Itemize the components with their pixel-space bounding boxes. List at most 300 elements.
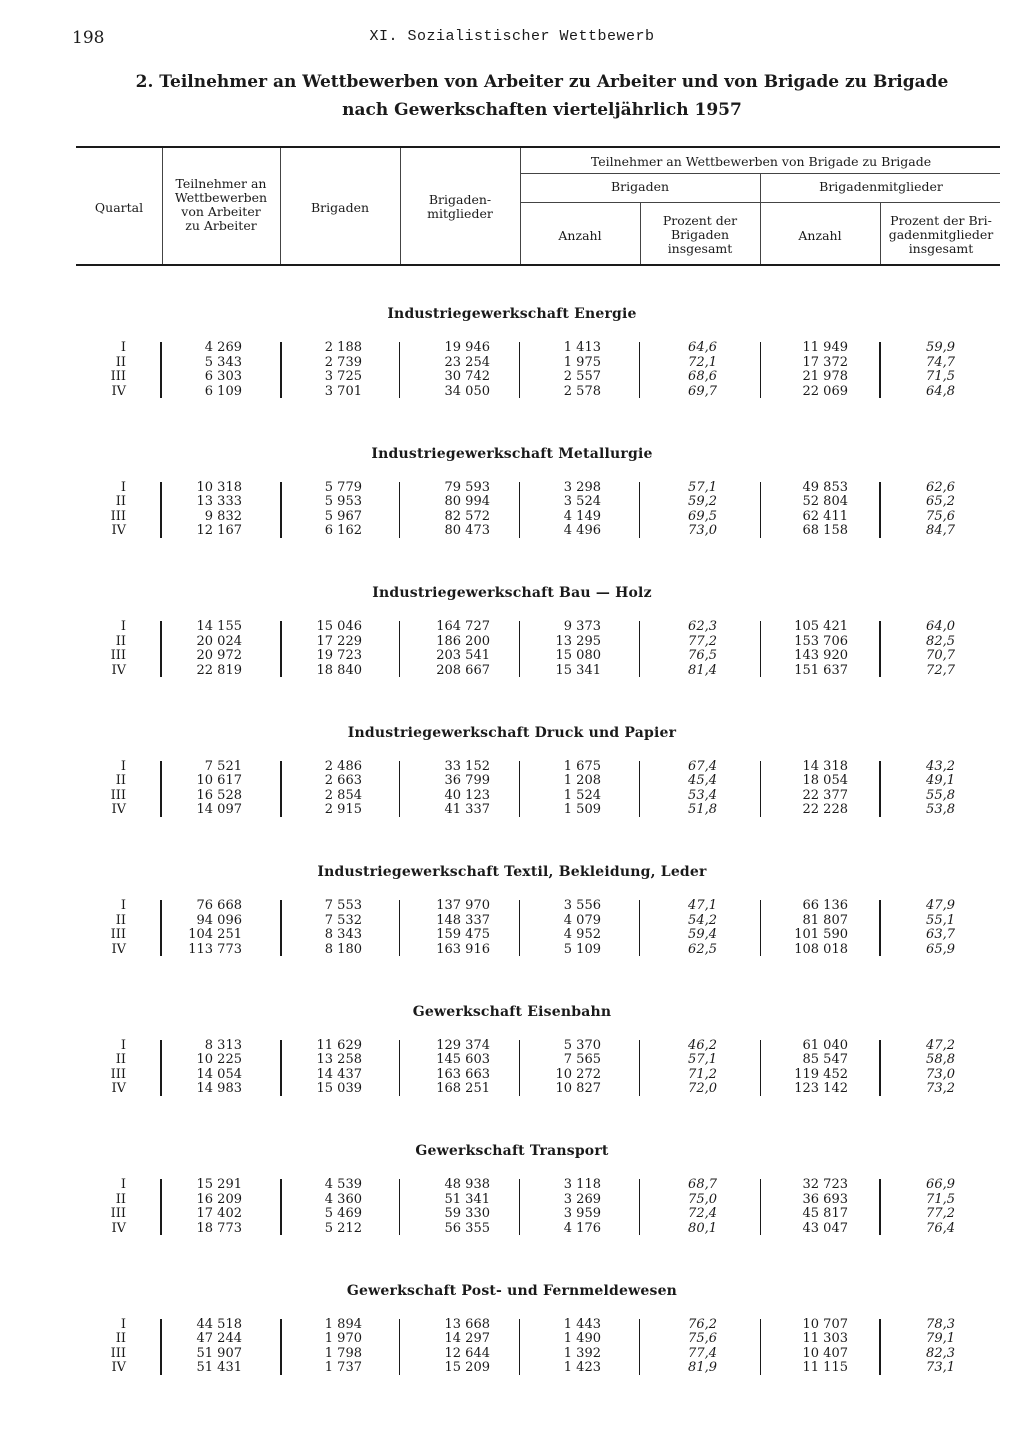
brigaden-cell: 7 553 (324, 898, 362, 913)
anzahl-mitglieder-cell: 14 318 (802, 758, 848, 774)
anzahl-mitglieder-cell: 61 040 (802, 1037, 848, 1053)
brigaden-cell: 17 229 (316, 633, 362, 649)
prozent-mitglieder-cell: 84,7 (926, 523, 955, 538)
table-row (0, 370, 1024, 385)
header-bottom-rule (76, 264, 1000, 266)
quartal-cell: II (115, 912, 126, 928)
header-sub-mitglieder: Brigadenmitglieder (819, 179, 943, 194)
table-row (0, 789, 1024, 804)
anzahl-brigaden-cell: 4 176 (563, 1220, 601, 1236)
prozent-brigaden-cell: 59,4 (688, 927, 717, 942)
teilnehmer-cell: 15 291 (196, 1177, 242, 1192)
prozent-brigaden-cell: 54,2 (688, 912, 717, 928)
anzahl-mitglieder-cell: 81 807 (802, 912, 848, 928)
table-row (0, 1193, 1024, 1208)
anzahl-brigaden-cell: 1 392 (563, 1345, 601, 1361)
header-prozent-mitglieder-line: gadenmitglieder (888, 227, 994, 242)
anzahl-brigaden-cell: 1 675 (563, 758, 601, 774)
brigaden-cell: 1 737 (324, 1360, 362, 1375)
anzahl-brigaden-cell: 7 565 (563, 1052, 601, 1067)
brigadenmitglieder-cell: 79 593 (444, 479, 490, 495)
prozent-brigaden-cell: 72,0 (688, 1081, 717, 1096)
teilnehmer-cell: 113 773 (188, 941, 242, 957)
table-row (0, 664, 1024, 679)
header-prozent-brigaden-line: Brigaden (670, 227, 730, 242)
prozent-mitglieder-cell: 75,6 (926, 508, 955, 524)
prozent-mitglieder-cell: 72,7 (926, 662, 955, 678)
prozent-brigaden-cell: 76,5 (688, 648, 717, 663)
brigaden-cell: 8 180 (324, 941, 362, 957)
brigadenmitglieder-cell: 148 337 (436, 912, 490, 928)
brigadenmitglieder-cell: 36 799 (444, 773, 490, 788)
prozent-brigaden-cell: 75,6 (688, 1331, 717, 1346)
prozent-brigaden-cell: 69,7 (688, 383, 717, 399)
brigadenmitglieder-cell: 51 341 (444, 1191, 490, 1207)
brigaden-cell: 13 258 (316, 1052, 362, 1067)
header-prozent-brigaden-line: Prozent der (662, 213, 738, 228)
brigaden-cell: 2 486 (324, 758, 362, 774)
prozent-mitglieder-cell: 66,9 (926, 1177, 955, 1192)
prozent-mitglieder-cell: 58,8 (926, 1052, 955, 1067)
table-row (0, 1082, 1024, 1097)
section-title: Gewerkschaft Post- und Fernmeldewesen (346, 1282, 678, 1299)
prozent-brigaden-cell: 62,3 (688, 619, 717, 634)
table-row (0, 1053, 1024, 1068)
prozent-mitglieder-cell: 53,8 (926, 802, 955, 817)
quartal-cell: IV (111, 1081, 126, 1096)
anzahl-mitglieder-cell: 22 228 (802, 802, 848, 817)
anzahl-mitglieder-cell: 123 142 (794, 1081, 848, 1096)
anzahl-brigaden-cell: 4 079 (563, 912, 601, 928)
quartal-cell: III (110, 787, 126, 803)
brigadenmitglieder-cell: 208 667 (436, 662, 490, 678)
prozent-mitglieder-cell: 71,5 (926, 369, 955, 384)
prozent-mitglieder-cell: 59,9 (926, 340, 955, 355)
prozent-mitglieder-cell: 74,7 (926, 354, 955, 370)
anzahl-mitglieder-cell: 68 158 (802, 523, 848, 538)
header-teilnehmer (164, 177, 278, 233)
brigadenmitglieder-cell: 164 727 (436, 619, 490, 634)
table-row (0, 1347, 1024, 1362)
quartal-cell: I (120, 758, 126, 774)
brigaden-cell: 2 739 (324, 354, 362, 370)
anzahl-brigaden-cell: 2 557 (563, 369, 601, 384)
table-row (0, 943, 1024, 958)
quartal-cell: IV (111, 662, 126, 678)
brigaden-cell: 3 701 (324, 383, 362, 399)
quartal-cell: I (120, 340, 126, 355)
quartal-cell: III (110, 648, 126, 663)
brigaden-cell: 15 046 (316, 619, 362, 634)
prozent-mitglieder-cell: 43,2 (926, 758, 955, 774)
col-divider (880, 203, 881, 264)
table-row (0, 1207, 1024, 1222)
quartal-cell: III (110, 1206, 126, 1221)
anzahl-brigaden-cell: 3 269 (563, 1191, 601, 1207)
teilnehmer-cell: 20 024 (196, 633, 242, 649)
quartal-cell: II (115, 1052, 126, 1067)
header-brigadenmitglieder-line: Brigaden- (428, 192, 492, 207)
teilnehmer-cell: 16 209 (196, 1191, 242, 1207)
prozent-brigaden-cell: 77,4 (688, 1345, 717, 1361)
table-row (0, 1361, 1024, 1376)
brigaden-cell: 1 894 (324, 1316, 362, 1332)
teilnehmer-cell: 104 251 (188, 927, 242, 942)
brigaden-cell: 1 798 (324, 1345, 362, 1361)
table-row (0, 1068, 1024, 1083)
header-prozent-brigaden (642, 214, 758, 256)
prozent-brigaden-cell: 57,1 (688, 1052, 717, 1067)
brigadenmitglieder-cell: 129 374 (436, 1037, 490, 1053)
table-row (0, 481, 1024, 496)
brigaden-cell: 2 854 (324, 787, 362, 803)
prozent-brigaden-cell: 64,6 (688, 340, 717, 355)
teilnehmer-cell: 18 773 (196, 1220, 242, 1236)
brigaden-cell: 19 723 (316, 648, 362, 663)
prozent-mitglieder-cell: 55,8 (926, 787, 955, 803)
teilnehmer-cell: 9 832 (204, 508, 242, 524)
brigadenmitglieder-cell: 19 946 (444, 340, 490, 355)
brigaden-cell: 5 953 (324, 494, 362, 509)
anzahl-mitglieder-cell: 108 018 (794, 941, 848, 957)
prozent-brigaden-cell: 71,2 (688, 1066, 717, 1082)
brigadenmitglieder-cell: 186 200 (436, 633, 490, 649)
anzahl-brigaden-cell: 4 496 (563, 523, 601, 538)
prozent-mitglieder-cell: 82,3 (926, 1345, 955, 1361)
anzahl-brigaden-cell: 5 109 (563, 941, 601, 957)
brigaden-cell: 4 539 (324, 1177, 362, 1192)
prozent-mitglieder-cell: 82,5 (926, 633, 955, 649)
header-prozent-mitglieder-line: insgesamt (908, 241, 974, 256)
prozent-brigaden-cell: 72,4 (688, 1206, 717, 1221)
anzahl-mitglieder-cell: 21 978 (802, 369, 848, 384)
brigadenmitglieder-cell: 80 473 (444, 523, 490, 538)
quartal-cell: I (120, 1316, 126, 1332)
anzahl-brigaden-cell: 1 413 (563, 340, 601, 355)
table-row (0, 385, 1024, 400)
teilnehmer-cell: 10 617 (196, 773, 242, 788)
table-row (0, 803, 1024, 818)
prozent-brigaden-cell: 72,1 (688, 354, 717, 370)
header-sub-brigaden: Brigaden (610, 179, 670, 194)
quartal-cell: IV (111, 1220, 126, 1236)
prozent-mitglieder-cell: 70,7 (926, 648, 955, 663)
header-prozent-mitglieder-line: Prozent der Bri- (890, 213, 992, 228)
table-title-line-2: nach Gewerkschaften vierteljährlich 1957 (342, 100, 742, 120)
brigadenmitglieder-cell: 41 337 (444, 802, 490, 817)
section-title: Industriegewerkschaft Druck und Papier (347, 724, 677, 741)
prozent-brigaden-cell: 46,2 (688, 1037, 717, 1053)
teilnehmer-cell: 12 167 (196, 523, 242, 538)
quartal-cell: I (120, 1037, 126, 1053)
quartal-cell: II (115, 1191, 126, 1207)
anzahl-brigaden-cell: 3 959 (563, 1206, 601, 1221)
anzahl-brigaden-cell: 13 295 (555, 633, 601, 649)
header-teilnehmer-line: zu Arbeiter (185, 218, 257, 233)
brigadenmitglieder-cell: 13 668 (444, 1316, 490, 1332)
teilnehmer-cell: 10 318 (196, 479, 242, 495)
teilnehmer-cell: 47 244 (196, 1331, 242, 1346)
anzahl-mitglieder-cell: 85 547 (802, 1052, 848, 1067)
col-divider (400, 148, 401, 264)
table-row (0, 495, 1024, 510)
anzahl-brigaden-cell: 15 341 (555, 662, 601, 678)
brigaden-cell: 3 725 (324, 369, 362, 384)
brigaden-cell: 11 629 (316, 1037, 362, 1053)
prozent-mitglieder-cell: 62,6 (926, 479, 955, 495)
teilnehmer-cell: 14 054 (196, 1066, 242, 1082)
table-row (0, 899, 1024, 914)
teilnehmer-cell: 14 097 (196, 802, 242, 817)
teilnehmer-cell: 6 109 (204, 383, 242, 399)
brigadenmitglieder-cell: 30 742 (444, 369, 490, 384)
anzahl-mitglieder-cell: 11 115 (802, 1360, 848, 1375)
teilnehmer-cell: 94 096 (196, 912, 242, 928)
table-row (0, 1332, 1024, 1347)
header-anzahl-brigaden: Anzahl (558, 228, 602, 243)
header-prozent-mitglieder (882, 214, 1000, 256)
brigadenmitglieder-cell: 34 050 (444, 383, 490, 399)
brigadenmitglieder-cell: 163 916 (436, 941, 490, 957)
prozent-mitglieder-cell: 73,0 (926, 1066, 955, 1082)
prozent-mitglieder-cell: 49,1 (926, 773, 955, 788)
section-title: Industriegewerkschaft Textil, Bekleidung, Leder (317, 864, 707, 880)
anzahl-brigaden-cell: 1 524 (563, 787, 601, 803)
brigadenmitglieder-cell: 15 209 (444, 1360, 490, 1375)
teilnehmer-cell: 10 225 (196, 1052, 242, 1067)
anzahl-mitglieder-cell: 119 452 (794, 1066, 848, 1082)
anzahl-mitglieder-cell: 45 817 (802, 1206, 848, 1221)
teilnehmer-cell: 51 431 (196, 1360, 242, 1375)
quartal-cell: III (110, 369, 126, 384)
quartal-cell: IV (111, 383, 126, 399)
teilnehmer-cell: 4 269 (204, 340, 242, 355)
brigaden-cell: 5 212 (324, 1220, 362, 1236)
table-row (0, 341, 1024, 356)
anzahl-mitglieder-cell: 52 804 (802, 494, 848, 509)
teilnehmer-cell: 5 343 (204, 354, 242, 370)
prozent-brigaden-cell: 68,6 (688, 369, 717, 384)
table-row (0, 760, 1024, 775)
brigaden-cell: 5 779 (324, 479, 362, 495)
prozent-mitglieder-cell: 64,0 (926, 619, 955, 634)
brigaden-cell: 1 970 (324, 1331, 362, 1346)
brigadenmitglieder-cell: 33 152 (444, 758, 490, 774)
brigaden-cell: 18 840 (316, 662, 362, 678)
prozent-mitglieder-cell: 65,9 (926, 941, 955, 957)
brigadenmitglieder-cell: 56 355 (444, 1220, 490, 1236)
anzahl-brigaden-cell: 2 578 (563, 383, 601, 399)
anzahl-mitglieder-cell: 153 706 (794, 633, 848, 649)
table-row (0, 928, 1024, 943)
section-title: Industriegewerkschaft Bau — Holz (372, 585, 652, 601)
table-row (0, 510, 1024, 525)
anzahl-mitglieder-cell: 105 421 (794, 619, 848, 634)
teilnehmer-cell: 51 907 (196, 1345, 242, 1361)
prozent-mitglieder-cell: 71,5 (926, 1191, 955, 1207)
teilnehmer-cell: 44 518 (196, 1316, 242, 1332)
anzahl-brigaden-cell: 3 298 (563, 479, 601, 495)
teilnehmer-cell: 14 983 (196, 1081, 242, 1096)
anzahl-brigaden-cell: 1 975 (563, 354, 601, 370)
anzahl-brigaden-cell: 1 443 (563, 1316, 601, 1332)
quartal-cell: III (110, 1345, 126, 1361)
teilnehmer-cell: 14 155 (196, 619, 242, 634)
brigaden-cell: 2 915 (324, 802, 362, 817)
table-row (0, 1039, 1024, 1054)
section-title: Gewerkschaft Transport (415, 1143, 609, 1159)
quartal-cell: I (120, 479, 126, 495)
anzahl-mitglieder-cell: 11 303 (802, 1331, 848, 1346)
quartal-cell: I (120, 1177, 126, 1192)
brigaden-cell: 2 188 (324, 340, 362, 355)
anzahl-mitglieder-cell: 10 707 (802, 1316, 848, 1332)
brigadenmitglieder-cell: 12 644 (444, 1345, 490, 1361)
brigadenmitglieder-cell: 163 663 (436, 1066, 490, 1082)
brigadenmitglieder-cell: 40 123 (444, 787, 490, 803)
prozent-brigaden-cell: 68,7 (688, 1177, 717, 1192)
prozent-brigaden-cell: 47,1 (688, 898, 717, 913)
brigadenmitglieder-cell: 82 572 (444, 508, 490, 524)
teilnehmer-cell: 76 668 (196, 898, 242, 913)
prozent-brigaden-cell: 81,9 (688, 1360, 717, 1375)
anzahl-brigaden-cell: 1 509 (563, 802, 601, 817)
header-brigadenmitglieder (402, 193, 518, 221)
brigadenmitglieder-cell: 59 330 (444, 1206, 490, 1221)
anzahl-brigaden-cell: 15 080 (555, 648, 601, 663)
table-row (0, 1222, 1024, 1237)
prozent-mitglieder-cell: 64,8 (926, 383, 955, 399)
anzahl-brigaden-cell: 5 370 (563, 1037, 601, 1053)
brigaden-cell: 5 469 (324, 1206, 362, 1221)
prozent-brigaden-cell: 73,0 (688, 523, 717, 538)
anzahl-mitglieder-cell: 101 590 (794, 927, 848, 942)
anzahl-mitglieder-cell: 18 054 (802, 773, 848, 788)
quartal-cell: IV (111, 523, 126, 538)
teilnehmer-cell: 16 528 (196, 787, 242, 803)
teilnehmer-cell: 20 972 (196, 648, 242, 663)
brigadenmitglieder-cell: 203 541 (436, 648, 490, 663)
anzahl-brigaden-cell: 4 952 (563, 927, 601, 942)
prozent-mitglieder-cell: 76,4 (926, 1220, 955, 1236)
prozent-brigaden-cell: 59,2 (688, 494, 717, 509)
quartal-cell: II (115, 1331, 126, 1346)
anzahl-brigaden-cell: 3 118 (563, 1177, 601, 1192)
anzahl-mitglieder-cell: 11 949 (802, 340, 848, 355)
prozent-brigaden-cell: 75,0 (688, 1191, 717, 1207)
anzahl-brigaden-cell: 9 373 (563, 619, 601, 634)
teilnehmer-cell: 17 402 (196, 1206, 242, 1221)
table-row (0, 356, 1024, 371)
anzahl-brigaden-cell: 1 423 (563, 1360, 601, 1375)
brigaden-cell: 5 967 (324, 508, 362, 524)
header-teilnehmer-line: von Arbeiter (181, 204, 261, 219)
anzahl-brigaden-cell: 1 208 (563, 773, 601, 788)
brigaden-cell: 7 532 (324, 912, 362, 928)
prozent-mitglieder-cell: 47,9 (926, 898, 955, 913)
prozent-mitglieder-cell: 65,2 (926, 494, 955, 509)
teilnehmer-cell: 7 521 (204, 758, 242, 774)
prozent-brigaden-cell: 69,5 (688, 508, 717, 524)
header-teilnehmer-line: Wettbewerben (174, 190, 268, 205)
table-row (0, 620, 1024, 635)
prozent-mitglieder-cell: 77,2 (926, 1206, 955, 1221)
anzahl-mitglieder-cell: 10 407 (802, 1345, 848, 1361)
quartal-cell: II (115, 354, 126, 370)
table-row (0, 524, 1024, 539)
section-title: Gewerkschaft Eisenbahn (412, 1003, 612, 1020)
prozent-brigaden-cell: 45,4 (688, 773, 717, 788)
brigadenmitglieder-cell: 23 254 (444, 354, 490, 370)
brigaden-cell: 4 360 (324, 1191, 362, 1207)
header-quartal: Quartal (94, 200, 144, 215)
quartal-cell: IV (111, 802, 126, 817)
anzahl-mitglieder-cell: 49 853 (802, 479, 848, 495)
brigadenmitglieder-cell: 159 475 (436, 927, 490, 942)
running-head: XI. Sozialistischer Wettbewerb (369, 28, 655, 45)
col-divider (640, 203, 641, 264)
table-row (0, 1318, 1024, 1333)
prozent-brigaden-cell: 67,4 (688, 758, 717, 774)
prozent-mitglieder-cell: 55,1 (926, 912, 955, 928)
brigadenmitglieder-cell: 145 603 (436, 1052, 490, 1067)
header-anzahl-mitglieder: Anzahl (798, 228, 842, 243)
quartal-cell: III (110, 1066, 126, 1082)
col-divider (520, 148, 521, 264)
anzahl-mitglieder-cell: 36 693 (802, 1191, 848, 1207)
anzahl-brigaden-cell: 4 149 (563, 508, 601, 524)
anzahl-mitglieder-cell: 22 377 (802, 787, 848, 803)
prozent-mitglieder-cell: 73,2 (926, 1081, 955, 1096)
brigadenmitglieder-cell: 137 970 (436, 898, 490, 913)
teilnehmer-cell: 8 313 (204, 1037, 242, 1053)
anzahl-brigaden-cell: 10 272 (555, 1066, 601, 1082)
quartal-cell: II (115, 494, 126, 509)
brigaden-cell: 14 437 (316, 1066, 362, 1082)
prozent-mitglieder-cell: 79,1 (926, 1331, 955, 1346)
table-row (0, 635, 1024, 650)
table-row (0, 914, 1024, 929)
prozent-brigaden-cell: 62,5 (688, 941, 717, 957)
prozent-brigaden-cell: 81,4 (688, 662, 717, 678)
brigadenmitglieder-cell: 168 251 (436, 1081, 490, 1096)
anzahl-mitglieder-cell: 22 069 (802, 383, 848, 399)
col-divider (760, 174, 761, 264)
quartal-cell: III (110, 927, 126, 942)
anzahl-mitglieder-cell: 62 411 (802, 508, 848, 524)
quartal-cell: II (115, 773, 126, 788)
prozent-brigaden-cell: 76,2 (688, 1316, 717, 1332)
header-brigaden: Brigaden (310, 200, 370, 215)
quartal-cell: II (115, 633, 126, 649)
quartal-cell: I (120, 619, 126, 634)
prozent-mitglieder-cell: 78,3 (926, 1316, 955, 1332)
col-divider (280, 148, 281, 264)
table-title-line-1: 2. Teilnehmer an Wettbewerben von Arbeiter zu Arbeiter und von Brigade zu Brigade (135, 72, 949, 92)
table-row (0, 1178, 1024, 1193)
anzahl-brigaden-cell: 1 490 (563, 1331, 601, 1346)
quartal-cell: IV (111, 941, 126, 957)
prozent-brigaden-cell: 53,4 (688, 787, 717, 803)
quartal-cell: III (110, 508, 126, 524)
anzahl-mitglieder-cell: 43 047 (802, 1220, 848, 1236)
prozent-brigaden-cell: 80,1 (688, 1220, 717, 1236)
quartal-cell: IV (111, 1360, 126, 1375)
brigaden-cell: 6 162 (324, 523, 362, 538)
brigaden-cell: 2 663 (324, 773, 362, 788)
anzahl-mitglieder-cell: 17 372 (802, 354, 848, 370)
anzahl-brigaden-cell: 3 556 (563, 898, 601, 913)
